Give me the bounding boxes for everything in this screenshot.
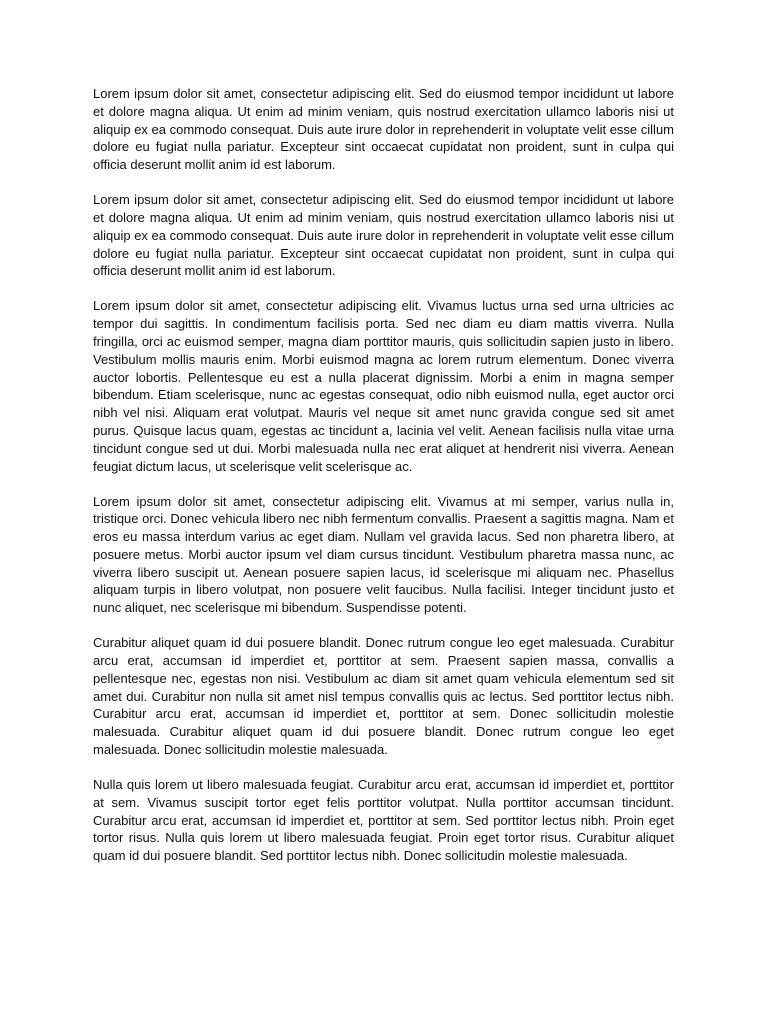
paragraph-6: Nulla quis lorem ut libero malesuada feugiat. Curabitur arcu erat, accumsan id imperdiet et, porttitor at sem. Vivamus suscipit tortor eget felis porttitor volutpat. Nulla porttitor accumsan tincidunt. Curabitur arcu erat, accumsan id imperdiet et, porttitor at sem. Sed porttitor lectus nibh. Proin eget tortor risus. Nulla quis lorem ut libero malesuada feugiat. Proin eget tortor risus. Curabitur aliquet quam id dui posuere blandit. Sed porttitor lectus nibh. Donec sollicitudin molestie malesuada.: [93, 777, 674, 864]
paragraph-1: Lorem ipsum dolor sit amet, consectetur adipiscing elit. Sed do eiusmod tempor incididunt ut labore et dolore magna aliqua. Ut enim ad minim veniam, quis nostrud exercitation ullamco laboris nisi ut aliquip ex ea commodo consequat. Duis aute irure dolor in reprehenderit in voluptate velit esse cillum dolore eu fugiat nulla pariatur. Excepteur sint occaecat cupidatat non proident, sunt in culpa qui officia deserunt mollit anim id est laborum.: [93, 86, 674, 173]
paragraph-3: Lorem ipsum dolor sit amet, consectetur adipiscing elit. Vivamus luctus urna sed urna ultricies ac tempor dui sagittis. In condimentum facilisis porta. Sed nec diam eu diam mattis viverra. Nulla fringilla, orci ac euismod semper, magna diam porttitor mauris, quis sollicitudin sapien justo in libero. Vestibulum mollis mauris enim. Morbi euismod magna ac lorem rutrum elementum. Donec viverra auctor lobortis. Pellentesque eu est a nulla placerat dignissim. Morbi a enim in magna semper bibendum. Etiam scelerisque, nunc ac egestas consequat, odio nibh euismod nulla, eget auctor orci nibh vel nisi. Aliquam erat volutpat. Mauris vel neque sit amet nunc gravida congue sed sit amet purus. Quisque lacus quam, egestas ac tincidunt a, lacinia vel velit. Aenean facilisis nulla vitae urna tincidunt congue sed ut dui. Morbi malesuada nulla nec erat aliquet at hendrerit nisi viverra. Aenean feugiat dictum lacus, ut scelerisque velit scelerisque ac.: [93, 298, 674, 474]
paragraph-4: Lorem ipsum dolor sit amet, consectetur adipiscing elit. Vivamus at mi semper, varius nulla in, tristique orci. Donec vehicula libero nec nibh fermentum convallis. Praesent a sagittis magna. Nam et eros eu massa interdum varius ac eget diam. Nullam vel gravida lacus. Sed non pharetra libero, at posuere metus. Morbi auctor ipsum vel diam cursus tincidunt. Vestibulum pharetra massa nunc, ac viverra libero suscipit ut. Aenean posuere sapien lacus, id scelerisque mi aliquam nec. Phasellus aliquam turpis in libero volutpat, non posuere velit faucibus. Nulla facilisi. Integer tincidunt justo et nunc aliquet, nec scelerisque mi bibendum. Suspendisse potenti.: [93, 493, 674, 616]
paragraph-2: Lorem ipsum dolor sit amet, consectetur adipiscing elit. Sed do eiusmod tempor incididunt ut labore et dolore magna aliqua. Ut enim ad minim veniam, quis nostrud exercitation ullamco laboris nisi ut aliquip ex ea commodo consequat. Duis aute irure dolor in reprehenderit in voluptate velit esse cillum dolore eu fugiat nulla pariatur. Excepteur sint occaecat cupidatat non proident, sunt in culpa qui officia deserunt mollit anim id est laborum.: [93, 192, 674, 279]
paragraph-5: Curabitur aliquet quam id dui posuere blandit. Donec rutrum congue leo eget malesuada. Curabitur arcu erat, accumsan id imperdiet et, porttitor at sem. Praesent sapien massa, convallis a pellentesque nec, egestas non nisi. Vestibulum ac diam sit amet quam vehicula elementum sed sit amet dui. Curabitur non nulla sit amet nisl tempus convallis quis ac lectus. Sed porttitor lectus nibh. Curabitur arcu erat, accumsan id imperdiet et, porttitor at sem. Donec sollicitudin molestie malesuada. Curabitur aliquet quam id dui posuere blandit. Donec rutrum congue leo eget malesuada. Donec sollicitudin molestie malesuada.: [93, 635, 674, 758]
document-page: [93, 85, 674, 882]
